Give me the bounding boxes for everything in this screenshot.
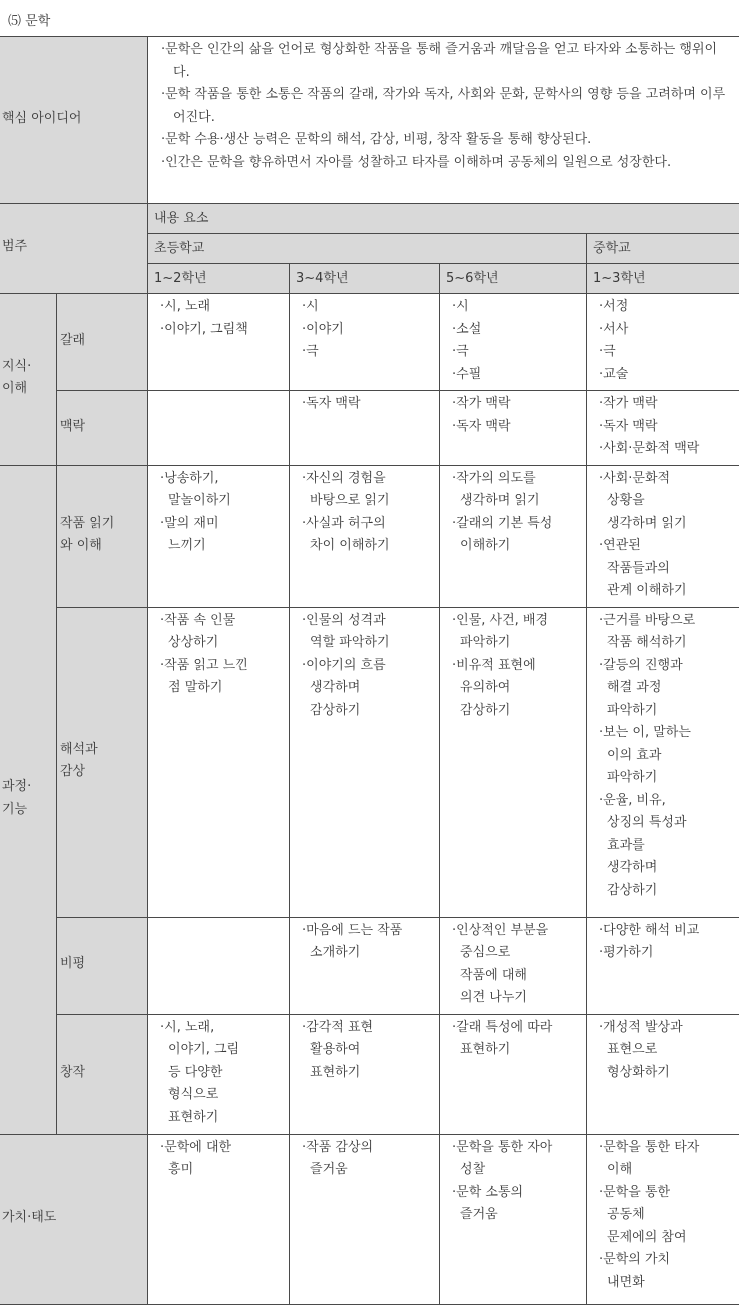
table-cell: [587, 391, 739, 466]
cell-line: 형상화하기: [607, 1064, 670, 1080]
creation-label: 창작: [57, 1014, 148, 1134]
cell-line: 감상하기: [310, 702, 361, 718]
reading-row: [0, 465, 739, 607]
curriculum-table: [0, 36, 739, 1305]
cell-line: ·이야기: [302, 321, 344, 337]
table-cell: [587, 465, 739, 607]
cell-line: ·운율, 비유,: [599, 792, 666, 808]
cell-line: ·시, 노래,: [160, 1019, 215, 1035]
core-idea-item: ·문학은 인간의 삶을 언어로 형상화한 작품을 통해 즐거움과 깨달음을 얻고 타자와 소통하는 행위이다.: [161, 42, 718, 80]
cell-line: 느끼기: [168, 538, 206, 553]
context-row: [0, 391, 739, 466]
cell-line: ·사실과 허구의: [302, 515, 386, 531]
cell-line: ·문학을 통한 자아: [452, 1139, 553, 1155]
cell-line: ·작가 맥락: [599, 396, 658, 411]
cell-line: 공동체: [607, 1207, 645, 1222]
grade-header: 3~4학년: [290, 264, 440, 294]
cell-line: ·이야기의 흐름: [302, 657, 386, 673]
table-cell: [587, 1134, 739, 1304]
cell-line: 역할 파악하기: [310, 635, 390, 650]
cell-line: ·극: [452, 344, 469, 359]
cell-line: 작품 해석하기: [607, 635, 687, 650]
cell-line: ·시: [302, 299, 319, 314]
table-cell: [587, 1014, 739, 1134]
cell-line: 감상하기: [460, 702, 511, 718]
cell-line: ·사회·문화적 맥락: [599, 441, 700, 456]
cell-line: ·독자 맥락: [452, 418, 511, 434]
content-elements-header: 내용 요소: [148, 204, 739, 234]
cell-line: ·작품 감상의: [302, 1139, 374, 1155]
cell-line: ·보는 이, 말하는: [599, 725, 691, 740]
table-cell: [290, 1014, 440, 1134]
table-cell: [587, 917, 739, 1014]
cell-line: 점 말하기: [168, 680, 223, 695]
cell-line: ·다양한 해석 비교: [599, 922, 700, 938]
cell-line: ·감각적 표현: [302, 1019, 374, 1035]
cell-line: 생각하며: [607, 860, 658, 875]
reading-label: 작품 읽기 와 이해: [57, 465, 148, 607]
criticism-row: [0, 917, 739, 1014]
cell-line: ·이야기, 그림책: [160, 321, 248, 337]
table-cell: [440, 391, 587, 466]
cell-line: ·문학 소통의: [452, 1184, 524, 1200]
elementary-header: 초등학교: [148, 234, 587, 264]
grade-header: 1~2학년: [148, 264, 290, 294]
cell-line: ·자신의 경험을: [302, 470, 386, 486]
cell-line: 표현하기: [168, 1109, 219, 1125]
core-idea-row: [0, 37, 739, 204]
cell-line: ·사회·문화적: [599, 470, 671, 486]
table-cell: [148, 607, 290, 917]
cell-line: ·문학에 대한: [160, 1139, 232, 1155]
cell-line: 생각하며 읽기: [607, 515, 687, 531]
cell-line: ·작품 읽고 느낀: [160, 657, 248, 673]
cell-line: ·작품 속 인물: [160, 612, 236, 628]
cell-line: 바탕으로 읽기: [310, 493, 390, 508]
section-title: ⑸ 문학: [8, 14, 51, 29]
cell-line: 상상하기: [168, 635, 219, 650]
cell-line: ·문학을 통한 타자: [599, 1139, 700, 1155]
cell-line: 의견 나누기: [460, 990, 527, 1005]
cell-line: 이해하기: [460, 538, 511, 553]
table-cell: [587, 294, 739, 391]
core-idea-item: ·인간은 문학을 향유하면서 자아를 성찰하고 타자를 이해하며 공동체의 일원으로 성장한다.: [161, 154, 672, 170]
cell-line: 상징의 특성과: [607, 815, 687, 830]
cell-line: ·문학의 가치: [599, 1252, 671, 1267]
table-cell: [440, 607, 587, 917]
cell-line: ·낭송하기,: [160, 470, 219, 486]
criticism-label: 비평: [57, 917, 148, 1014]
cell-line: ·서정: [599, 299, 629, 314]
table-cell: [290, 465, 440, 607]
table-cell: [440, 1134, 587, 1304]
table-cell: [440, 294, 587, 391]
table-cell: [440, 917, 587, 1014]
cell-line: 활용하여: [310, 1042, 361, 1057]
cell-line: 표현하기: [460, 1042, 511, 1057]
cell-line: ·인물, 사건, 배경: [452, 612, 549, 628]
cell-line: 작품에 대해: [460, 967, 527, 983]
category-header: 범주: [0, 204, 148, 294]
table-cell: [290, 607, 440, 917]
cell-line: ·근거를 바탕으로: [599, 612, 696, 628]
creation-row: [0, 1014, 739, 1134]
cell-line: 이해: [607, 1162, 633, 1177]
cell-line: 즐거움: [460, 1207, 498, 1222]
cell-line: 흥미: [168, 1162, 194, 1177]
table-cell: [290, 1134, 440, 1304]
cell-line: ·서사: [599, 321, 629, 337]
cell-line: 소개하기: [310, 945, 361, 960]
cell-line: ·시: [452, 299, 469, 314]
core-idea-item: ·문학 작품을 통한 소통은 작품의 갈래, 작가와 독자, 사회와 문화, 문학사의 영향 등을 고려하며 이루어진다.: [161, 87, 726, 125]
cell-line: ·연관된: [599, 538, 641, 553]
cell-line: 상황을: [607, 493, 645, 508]
knowledge-label: 지식· 이해: [0, 294, 57, 466]
cell-line: ·평가하기: [599, 945, 654, 960]
cell-line: 중심으로: [460, 945, 511, 960]
cell-line: ·극: [302, 344, 319, 359]
table-cell: [290, 391, 440, 466]
table-cell: [148, 1134, 290, 1304]
table-cell: [148, 917, 290, 1014]
values-label: 가치·태도: [0, 1134, 148, 1304]
cell-line: 성찰: [460, 1162, 486, 1177]
cell-line: ·소설: [452, 321, 482, 337]
values-row: [0, 1134, 739, 1304]
cell-line: ·비유적 표현에: [452, 657, 536, 673]
cell-line: 차이 이해하기: [310, 538, 390, 553]
cell-line: ·인상적인 부분을: [452, 922, 549, 938]
cell-line: ·개성적 발상과: [599, 1019, 683, 1035]
cell-line: ·갈래의 기본 특성: [452, 515, 553, 531]
cell-line: 파악하기: [460, 635, 511, 650]
table-cell: [440, 1014, 587, 1134]
cell-line: 말놀이하기: [168, 493, 231, 508]
cell-line: 표현하기: [310, 1064, 361, 1080]
cell-line: 내면화: [607, 1274, 645, 1290]
middle-header: 중학교: [587, 234, 739, 264]
grade-header: 5~6학년: [440, 264, 587, 294]
genre-label: 갈래: [57, 294, 148, 391]
cell-line: ·마음에 드는 작품: [302, 922, 403, 938]
table-cell: [148, 1014, 290, 1134]
cell-line: 작품들과의: [607, 560, 670, 576]
table-cell: [148, 391, 290, 466]
cell-line: ·갈등의 진행과: [599, 657, 683, 673]
cell-line: ·수필: [452, 366, 482, 382]
table-cell: [290, 917, 440, 1014]
genre-row: [0, 294, 739, 391]
cell-line: 해결 과정: [607, 680, 662, 695]
table-cell: [148, 465, 290, 607]
cell-line: 문제에의 참여: [607, 1229, 687, 1245]
cell-line: 등 다양한: [168, 1064, 223, 1080]
cell-line: ·독자 맥락: [302, 396, 361, 411]
process-label: 과정· 기능: [0, 465, 57, 1134]
cell-line: 형식으로: [168, 1087, 219, 1102]
interpretation-row: [0, 607, 739, 917]
context-label: 맥락: [57, 391, 148, 466]
grade-header: 1~3학년: [587, 264, 739, 294]
cell-line: ·문학을 통한: [599, 1184, 671, 1200]
cell-line: 이야기, 그림: [168, 1042, 240, 1057]
cell-line: ·말의 재미: [160, 515, 219, 531]
table-cell: [587, 607, 739, 917]
header-row-1: [0, 204, 739, 234]
cell-line: 파악하기: [607, 702, 658, 718]
cell-line: ·인물의 성격과: [302, 612, 386, 628]
interpretation-label: 해석과 감상: [57, 607, 148, 917]
cell-line: 유의하여: [460, 680, 511, 695]
cell-line: ·독자 맥락: [599, 418, 658, 434]
core-idea-item: ·문학 수용·생산 능력은 문학의 해석, 감상, 비평, 창작 활동을 통해 향상된다.: [161, 132, 592, 147]
cell-line: 파악하기: [607, 770, 658, 785]
cell-line: 생각하며: [310, 680, 361, 695]
table-cell: [148, 294, 290, 391]
core-idea-content: [148, 37, 739, 204]
table-cell: [440, 465, 587, 607]
cell-line: 생각하며 읽기: [460, 493, 540, 508]
core-idea-label: 핵심 아이디어: [0, 37, 148, 204]
cell-line: 효과를: [607, 837, 645, 853]
cell-line: 관계 이해하기: [607, 583, 687, 598]
cell-line: ·작가 맥락: [452, 396, 511, 411]
cell-line: 이의 효과: [607, 747, 662, 763]
cell-line: ·교술: [599, 366, 629, 382]
cell-line: ·시, 노래: [160, 299, 211, 314]
cell-line: ·극: [599, 344, 616, 359]
cell-line: 감상하기: [607, 882, 658, 898]
table-cell: [290, 294, 440, 391]
cell-line: 표현으로: [607, 1042, 658, 1057]
cell-line: ·갈래 특성에 따라: [452, 1019, 553, 1035]
cell-line: 즐거움: [310, 1162, 348, 1177]
cell-line: ·작가의 의도를: [452, 470, 536, 486]
